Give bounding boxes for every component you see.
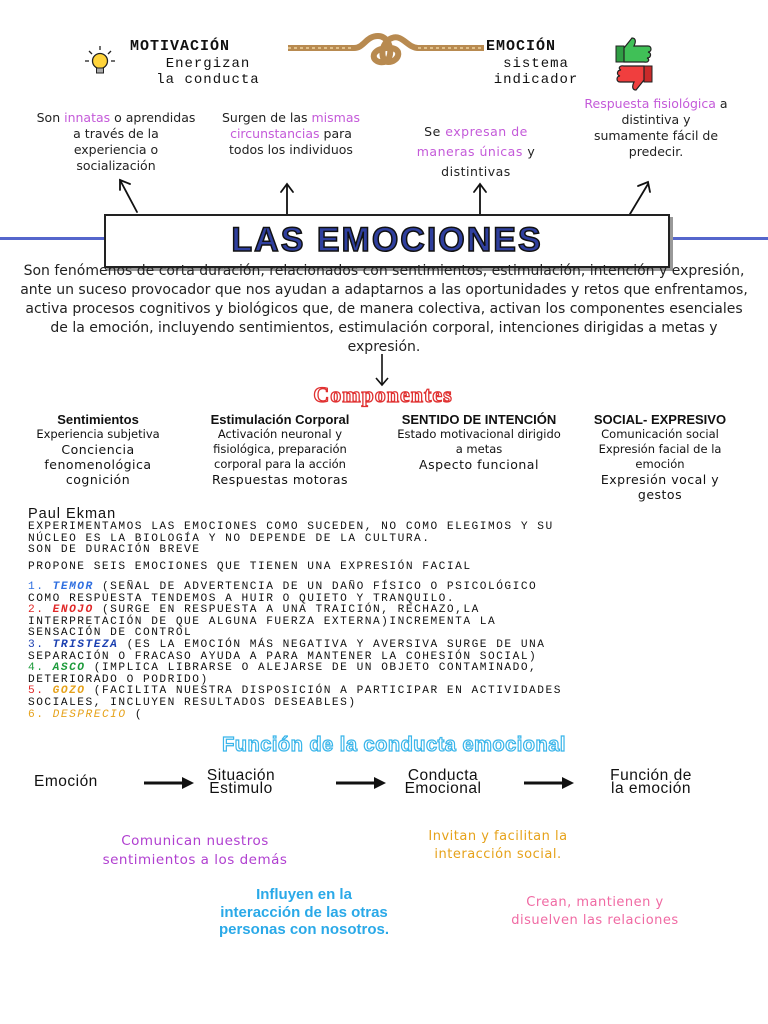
emotion-num: 2. [28, 604, 45, 617]
component-hand: gestos [637, 487, 683, 502]
component-hand: Respuestas motoras [211, 472, 349, 487]
flow-conducta [392, 769, 494, 795]
emotion-desc: (IMPLICA LIBRARSE O ALEJARSE DE UN OBJETO CONTAMINADO, [93, 662, 538, 675]
emotion-desc: (ES LA EMOCIÓN MÁS NEGATIVA Y AVERSIVA SURGE DE UNA [126, 638, 546, 651]
emotion-num: 1. [28, 581, 45, 593]
component-sentimientos [20, 412, 176, 487]
component-heading: SENTIDO DE INTENCIÓN [401, 412, 557, 427]
flow-arrow-icon [336, 777, 386, 789]
funcion-note-comunican: Comunican nuestros sentimientos a los demás [102, 833, 288, 868]
flow-funcion [580, 769, 722, 795]
flow-funcion-line1: Función de [610, 767, 692, 784]
emotion-num: 3. [28, 638, 45, 651]
motivacion-sub-line2: la conducta [156, 72, 260, 88]
divider-right [668, 237, 768, 240]
emotion-name: ENOJO [52, 604, 94, 617]
component-line: emoción [635, 457, 685, 471]
component-line: Activación neuronal y [217, 427, 343, 441]
emotion-desc: (SEÑAL DE ADVERTENCIA DE UN DAÑO FÍSICO O PSICOLÓGICO [101, 581, 538, 593]
note-circ-b: mismas circunstancias [230, 110, 361, 141]
emotion-name: ASCO [52, 662, 86, 675]
emotion-item-asco [28, 663, 748, 675]
ekman-intro-line: NÚCLEO ES LA BIOLOGÍA Y NO DEPENDE DE LA CULTURA. [28, 532, 431, 545]
motivacion-sub-line1: Energizan [165, 56, 251, 72]
page-title: LAS EMOCIONES [231, 221, 543, 259]
note-expresan-a: Se [424, 124, 441, 139]
emotion-desc: SEPARACIÓN O FRACASO AYUDA A PARA MANTENER LA COHESIÓN SOCIAL) [28, 650, 538, 663]
component-line: Comunicación social [601, 427, 719, 441]
emotion-name: TEMOR [52, 581, 94, 593]
ekman-propone: PROPONE SEIS EMOCIONES QUE TIENEN UNA EXPRESIÓN FACIAL [28, 561, 472, 573]
component-line: Experiencia subjetiva [36, 427, 160, 441]
note-expresan-b: expresan de maneras únicas [416, 124, 528, 159]
component-intencion [386, 412, 572, 472]
top-arrows [0, 0, 768, 230]
flow-conducta-line2: Emocional [404, 780, 482, 797]
ekman-list [28, 582, 748, 721]
emotion-desc: COMO RESPUESTA TENDEMOS A HUIR O QUIETO Y TRANQUILO. [28, 592, 456, 605]
component-hand: Aspecto funcional [419, 457, 539, 472]
note-circ-a: Surgen de las [221, 110, 308, 125]
emotion-item-desprecio [28, 710, 748, 722]
flow-situacion-line1: Situación [206, 767, 276, 784]
flow-arrow-icon [524, 777, 574, 789]
component-line: a metas [455, 442, 503, 456]
emotion-desc: SOCIALES, INCLUYEN RESULTADOS DESEABLES) [28, 696, 357, 709]
component-line: corporal para la acción [214, 457, 346, 471]
note-innatas-a: Son [36, 110, 61, 125]
flow-situacion-line2: Estimulo [209, 780, 273, 797]
emotion-desc: (FACILITA NUESTRA DISPOSICIÓN A PARTICIPAR EN ACTIVIDADES [93, 685, 562, 698]
ekman-intro-line: SON DE DURACIÓN BREVE [28, 544, 201, 557]
ekman-intro-line: EXPERIMENTAMOS LAS EMOCIONES COMO SUCEDEN, NO COMO ELEGIMOS Y SU [28, 521, 554, 533]
emotion-desc: ( [134, 708, 144, 721]
funcion-note-invitan: Invitan y facilitan la interacción social. [428, 829, 568, 862]
emotion-item-tristeza [28, 640, 748, 652]
emotion-name: DESPRECIO [52, 708, 127, 721]
component-heading: Estimulación Corporal [210, 412, 350, 427]
emotion-num: 4. [28, 662, 45, 675]
component-hand: Conciencia [61, 442, 135, 457]
divider-left [0, 237, 104, 240]
flow-situacion [196, 769, 286, 795]
funcion-note-crean: Crean, mantienen y disuelven las relaciones [511, 895, 679, 928]
emotion-num: 6. [28, 708, 45, 721]
emocion-title: EMOCIÓN [486, 38, 557, 55]
emocion-sub-line1: sistema [503, 56, 569, 72]
flow-arrow-icon [144, 777, 194, 789]
note-innatas-b: innatas [64, 110, 111, 125]
funcion-title: Función de la conducta emocional [222, 734, 566, 756]
note-innatas-c: o aprendidas a través de la experiencia o socialización [73, 110, 196, 173]
flow-emocion: Emoción [34, 773, 98, 790]
component-heading: Sentimientos [57, 412, 139, 427]
ekman-name: Paul Ekman [28, 506, 117, 522]
emotion-desc: INTERPRETACIÓN DE QUE ALGUNA FUERZA EXTERNA)INCREMENTA LA [28, 615, 497, 628]
componentes-title: Componentes [313, 382, 453, 407]
emotion-num: 5. [28, 685, 45, 698]
component-estimulacion [180, 412, 380, 487]
note-circ-c: para todos los individuos [229, 126, 353, 157]
emotion-item-temor [28, 582, 748, 594]
component-line: Expresión facial de la [598, 442, 722, 456]
ekman-intro [28, 522, 748, 557]
note-respuesta-b: a distintiva y sumamente fácil de predecir. [593, 96, 728, 159]
emotion-name: TRISTEZA [52, 638, 119, 651]
component-hand: fenomenológica [44, 457, 152, 472]
component-hand: Expresión vocal y [600, 472, 720, 487]
flow-funcion-line2: la emoción [611, 780, 691, 797]
emotion-name: GOZO [52, 685, 86, 698]
emocion-sub-line2: indicador [493, 72, 579, 88]
motivacion-title: MOTIVACIÓN [130, 38, 231, 55]
emotion-desc: (SURGE EN RESPUESTA A UNA TRAICIÓN, RECHAZO,LA [101, 604, 480, 617]
title-box [104, 214, 670, 268]
flow-conducta-line1: Conducta [407, 767, 479, 784]
note-expresan-c: y distintivas [441, 144, 536, 179]
component-line: fisiológica, preparación [213, 442, 347, 456]
funcion-note-influyen: Influyen en la interacción de las otras personas con nosotros. [218, 886, 390, 938]
component-heading: SOCIAL- EXPRESIVO [593, 412, 727, 427]
component-hand: cognición [65, 472, 131, 487]
component-line: Estado motivacional dirigido [397, 427, 561, 441]
note-respuesta-a: Respuesta fisiológica [584, 96, 716, 111]
emotion-desc: DETERIORADO O PODRIDO) [28, 673, 209, 686]
definition-paragraph: Son fenómenos de corta duración, relacionados con sentimientos, estimulación, intención y expresión, ante un suceso provocador que nos ayudan a adaptarnos a las oportunidades y retos que enfrentamos, activa procesos cognitivos y biológicos que, de manera colectiva, activan los componentes esenciales de la emoción, incluyendo sentimientos, estimulación corporal, intenciones dirigidas a metas y expresión. [20, 263, 748, 355]
emotion-desc: SENSACIÓN DE CONTROL [28, 627, 193, 640]
component-social [574, 412, 746, 502]
